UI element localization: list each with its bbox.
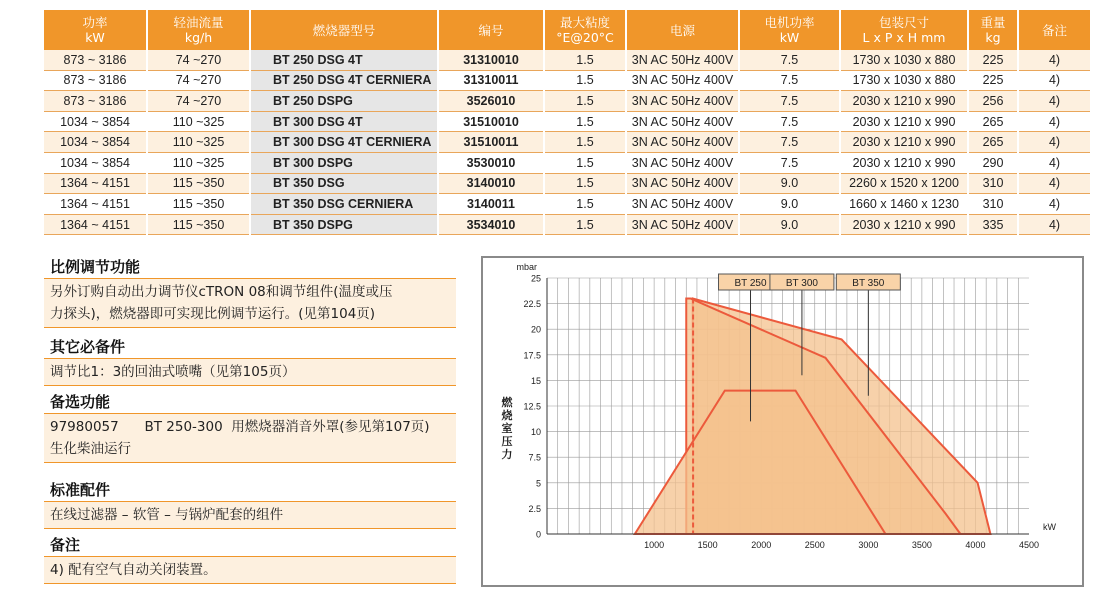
cell-notes: 4) — [1018, 132, 1090, 153]
cell-viscosity: 1.5 — [544, 194, 626, 215]
cell-code: 31510011 — [438, 132, 544, 153]
cell-code: 3526010 — [438, 91, 544, 112]
y-tick-label: 15 — [530, 375, 541, 386]
section-body — [44, 358, 456, 386]
cell-power-supply: 3N AC 50Hz 400V — [626, 50, 739, 70]
header-viscosity — [544, 10, 626, 50]
cell-power-supply: 3N AC 50Hz 400V — [626, 70, 739, 91]
y-tick-label: 0 — [535, 529, 541, 540]
cell-notes: 4) — [1018, 214, 1090, 235]
x-tick-label: 4000 — [965, 540, 986, 550]
cell-model: BT 300 DSG 4T — [250, 111, 438, 132]
cell-model: BT 250 DSG 4T CERNIERA — [250, 70, 438, 91]
header-model-label: 燃烧器型号 — [312, 22, 376, 38]
section-title: 其它必备件 — [50, 338, 126, 356]
cell-code: 31510010 — [438, 111, 544, 132]
y-axis-title-char: 压 — [501, 435, 513, 448]
cell-power-supply: 3N AC 50Hz 400V — [626, 194, 739, 215]
section-line: 另外订购自动出力调节仪cTRON 08和调节组件(温度或压 — [50, 284, 393, 300]
cell-weight: 225 — [968, 70, 1018, 91]
cell-power: 873 ~ 3186 — [44, 91, 147, 112]
header-oil-flow-unit: kg/h — [184, 30, 213, 45]
x-tick-label: 1500 — [697, 540, 718, 550]
section-line: 4) 配有空气自动关闭装置。 — [50, 562, 217, 578]
cell-weight: 310 — [968, 194, 1018, 215]
cell-viscosity: 1.5 — [544, 173, 626, 194]
section-title: 备选功能 — [50, 393, 111, 411]
header-viscosity-label: 最大粘度 — [559, 15, 610, 30]
x-tick-label: 3000 — [858, 540, 879, 550]
y-tick-label: 20 — [530, 324, 541, 335]
cell-motor-power: 7.5 — [739, 91, 840, 112]
cell-viscosity: 1.5 — [544, 132, 626, 153]
cell-package-size: 1660 x 1460 x 1230 — [840, 194, 968, 215]
spec-table — [44, 10, 1090, 235]
y-tick-label: 7.5 — [528, 452, 541, 463]
section-line: 调节比1：3的回油式喷嘴（见第105页） — [50, 364, 296, 380]
cell-viscosity: 1.5 — [544, 50, 626, 70]
cell-viscosity: 1.5 — [544, 214, 626, 235]
legend-label: BT 250 — [734, 278, 767, 289]
chart-svg — [483, 258, 1082, 585]
cell-power: 1364 ~ 4151 — [44, 173, 147, 194]
y-tick-label: 5 — [535, 478, 541, 489]
cell-weight: 265 — [968, 111, 1018, 132]
cell-power: 1364 ~ 4151 — [44, 194, 147, 215]
x-tick-label: 1000 — [644, 540, 665, 550]
section-title: 比例调节功能 — [50, 258, 141, 276]
cell-model: BT 250 DSPG — [250, 91, 438, 112]
header-motor-power — [739, 10, 840, 50]
cell-notes: 4) — [1018, 91, 1090, 112]
cell-motor-power: 9.0 — [739, 194, 840, 215]
y-tick-label: 17.5 — [523, 350, 541, 361]
cell-package-size: 2030 x 1210 x 990 — [840, 91, 968, 112]
section-line: 生化柴油运行 — [50, 441, 131, 457]
cell-model: BT 350 DSG — [250, 173, 438, 194]
header-code-label: 编号 — [478, 22, 504, 38]
firing-rate-chart — [481, 256, 1084, 587]
y-axis-title-char: 力 — [501, 448, 513, 461]
cell-oil-flow: 115 ~350 — [147, 194, 250, 215]
section-title: 标准配件 — [50, 481, 111, 499]
table-row — [44, 111, 1090, 132]
cell-code: 3530010 — [438, 152, 544, 173]
cell-weight: 225 — [968, 50, 1018, 70]
header-package-size-label: 包装尺寸 — [878, 15, 929, 30]
cell-motor-power: 9.0 — [739, 173, 840, 194]
cell-code: 31310011 — [438, 70, 544, 91]
section-line: 力探头)，燃烧器即可实现比例调节运行。(见第104页) — [50, 306, 376, 322]
table-header-row — [44, 10, 1090, 50]
header-viscosity-unit: °E@20°C — [556, 30, 614, 45]
y-unit-label: mbar — [516, 262, 537, 272]
table-row — [44, 91, 1090, 112]
x-tick-label: 2500 — [804, 540, 825, 550]
cell-power-supply: 3N AC 50Hz 400V — [626, 152, 739, 173]
cell-oil-flow: 115 ~350 — [147, 214, 250, 235]
cell-notes: 4) — [1018, 194, 1090, 215]
y-tick-label: 10 — [530, 427, 541, 438]
header-oil-flow-label: 轻油流量 — [173, 15, 224, 30]
table-row — [44, 50, 1090, 70]
header-model — [250, 10, 438, 50]
section-standard — [44, 479, 456, 529]
header-oil-flow — [147, 10, 250, 50]
cell-power: 1034 ~ 3854 — [44, 111, 147, 132]
section-body — [44, 278, 456, 328]
header-motor-power-label: 电机功率 — [764, 15, 815, 30]
cell-power-supply: 3N AC 50Hz 400V — [626, 173, 739, 194]
x-tick-label: 2000 — [751, 540, 772, 550]
table-row — [44, 173, 1090, 194]
cell-package-size: 2030 x 1210 x 990 — [840, 214, 968, 235]
cell-model: BT 350 DSG CERNIERA — [250, 194, 438, 215]
table-row — [44, 132, 1090, 153]
section-body — [44, 413, 456, 463]
cell-code: 31310010 — [438, 50, 544, 70]
cell-package-size: 2030 x 1210 x 990 — [840, 132, 968, 153]
cell-model: BT 250 DSG 4T — [250, 50, 438, 70]
cell-package-size: 1730 x 1030 x 880 — [840, 70, 968, 91]
section-proportional — [44, 256, 456, 328]
table-row — [44, 70, 1090, 91]
cell-power-supply: 3N AC 50Hz 400V — [626, 111, 739, 132]
cell-notes: 4) — [1018, 50, 1090, 70]
cell-motor-power: 9.0 — [739, 214, 840, 235]
cell-weight: 256 — [968, 91, 1018, 112]
cell-model: BT 300 DSPG — [250, 152, 438, 173]
legend-label: BT 300 — [785, 278, 818, 289]
y-axis-title-char: 室 — [501, 422, 513, 435]
cell-viscosity: 1.5 — [544, 152, 626, 173]
cell-package-size: 1730 x 1030 x 880 — [840, 50, 968, 70]
cell-weight: 290 — [968, 152, 1018, 173]
header-power-supply-label: 电源 — [669, 22, 695, 38]
x-unit-label: kW — [1043, 522, 1056, 532]
section-title: 备注 — [50, 536, 81, 554]
header-power-label: 功率 — [82, 15, 108, 30]
table-row — [44, 194, 1090, 215]
cell-oil-flow: 110 ~325 — [147, 111, 250, 132]
table-row — [44, 214, 1090, 235]
cell-power-supply: 3N AC 50Hz 400V — [626, 214, 739, 235]
y-tick-label: 22.5 — [523, 299, 541, 310]
cell-oil-flow: 74 ~270 — [147, 91, 250, 112]
header-package-size — [840, 10, 968, 50]
cell-oil-flow: 110 ~325 — [147, 152, 250, 173]
header-weight — [968, 10, 1018, 50]
header-package-size-unit: L x P x H mm — [862, 30, 946, 45]
cell-power: 1364 ~ 4151 — [44, 214, 147, 235]
header-power-unit: kW — [85, 30, 105, 45]
y-axis-title-char: 烧 — [501, 409, 513, 422]
cell-oil-flow: 115 ~350 — [147, 173, 250, 194]
legend-label: BT 350 — [852, 278, 885, 289]
cell-oil-flow: 74 ~270 — [147, 70, 250, 91]
section-optional — [44, 391, 456, 463]
cell-package-size: 2030 x 1210 x 990 — [840, 111, 968, 132]
cell-power: 1034 ~ 3854 — [44, 132, 147, 153]
y-tick-label: 25 — [530, 273, 541, 284]
section-body — [44, 501, 456, 529]
cell-model: BT 350 DSPG — [250, 214, 438, 235]
cell-code: 3534010 — [438, 214, 544, 235]
cell-viscosity: 1.5 — [544, 111, 626, 132]
section-body — [44, 556, 456, 584]
cell-motor-power: 7.5 — [739, 111, 840, 132]
header-weight-unit: kg — [985, 30, 1001, 45]
cell-notes: 4) — [1018, 152, 1090, 173]
cell-oil-flow: 74 ~270 — [147, 50, 250, 70]
cell-motor-power: 7.5 — [739, 132, 840, 153]
cell-power-supply: 3N AC 50Hz 400V — [626, 91, 739, 112]
cell-weight: 265 — [968, 132, 1018, 153]
cell-weight: 310 — [968, 173, 1018, 194]
cell-motor-power: 7.5 — [739, 70, 840, 91]
header-notes-label: 备注 — [1041, 22, 1067, 38]
cell-package-size: 2030 x 1210 x 990 — [840, 152, 968, 173]
header-power — [44, 10, 147, 50]
cell-power-supply: 3N AC 50Hz 400V — [626, 132, 739, 153]
header-code — [438, 10, 544, 50]
cell-package-size: 2260 x 1520 x 1200 — [840, 173, 968, 194]
cell-viscosity: 1.5 — [544, 70, 626, 91]
section-notes — [44, 534, 456, 584]
section-line: 在线过滤器 – 软管 – 与锅炉配套的组件 — [50, 507, 284, 523]
cell-code: 3140010 — [438, 173, 544, 194]
x-tick-label: 3500 — [911, 540, 932, 550]
section-required — [44, 336, 456, 386]
cell-notes: 4) — [1018, 70, 1090, 91]
cell-notes: 4) — [1018, 111, 1090, 132]
header-motor-power-unit: kW — [779, 30, 800, 45]
x-tick-label: 4500 — [1018, 540, 1040, 550]
cell-oil-flow: 110 ~325 — [147, 132, 250, 153]
cell-viscosity: 1.5 — [544, 91, 626, 112]
section-line: 97980057 BT 250-300 用燃烧器消音外罩(参见第107页) — [50, 419, 430, 435]
header-power-supply — [626, 10, 739, 50]
cell-power: 873 ~ 3186 — [44, 50, 147, 70]
cell-weight: 335 — [968, 214, 1018, 235]
y-tick-label: 2.5 — [528, 503, 541, 514]
cell-code: 3140011 — [438, 194, 544, 215]
cell-model: BT 300 DSG 4T CERNIERA — [250, 132, 438, 153]
header-notes — [1018, 10, 1090, 50]
cell-power: 1034 ~ 3854 — [44, 152, 147, 173]
cell-power: 873 ~ 3186 — [44, 70, 147, 91]
table-body — [44, 50, 1090, 235]
cell-motor-power: 7.5 — [739, 50, 840, 70]
cell-notes: 4) — [1018, 173, 1090, 194]
cell-motor-power: 7.5 — [739, 152, 840, 173]
table-row — [44, 152, 1090, 173]
header-weight-label: 重量 — [980, 15, 1006, 30]
y-tick-label: 12.5 — [523, 401, 541, 412]
y-axis-title-char: 燃 — [501, 396, 513, 409]
